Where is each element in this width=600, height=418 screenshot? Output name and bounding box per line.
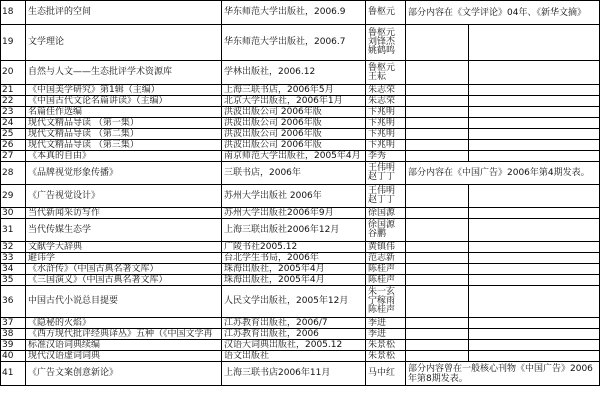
row-number: 31 bbox=[1, 219, 26, 242]
extra-cell bbox=[469, 351, 600, 362]
table-row bbox=[1, 151, 600, 162]
note-cell bbox=[406, 25, 469, 61]
title-cell: 自然与人文——生态批评学术资源库 bbox=[26, 61, 222, 85]
author-cell: 朱志荣 bbox=[366, 85, 406, 96]
author-cell: 鲁枢元 王耘 bbox=[366, 61, 406, 85]
title-cell: 当代新闻采访写作 bbox=[26, 208, 222, 219]
publisher-cell: 洪波出版公司 2006年版 bbox=[222, 140, 366, 151]
note-cell bbox=[406, 329, 469, 340]
extra-cell bbox=[469, 85, 600, 96]
note-cell bbox=[406, 96, 469, 107]
table-row bbox=[1, 162, 600, 185]
row-number: 38 bbox=[1, 329, 26, 340]
table-row bbox=[1, 362, 600, 386]
row-number: 20 bbox=[1, 61, 26, 85]
table-row bbox=[1, 140, 600, 151]
row-number: 37 bbox=[1, 318, 26, 329]
extra-cell bbox=[469, 286, 600, 318]
publisher-cell: 江苏教育出版社，2006/7 bbox=[222, 318, 366, 329]
extra-cell bbox=[469, 140, 600, 151]
table-row bbox=[1, 129, 600, 140]
row-number: 24 bbox=[1, 118, 26, 129]
note-cell bbox=[406, 242, 469, 253]
row-number: 39 bbox=[1, 340, 26, 351]
publisher-cell: 珠海出版社，2005年4月 bbox=[222, 275, 366, 286]
row-number: 19 bbox=[1, 25, 26, 61]
table-row bbox=[1, 264, 600, 275]
title-cell: 《隐秘的火焰》 bbox=[26, 318, 222, 329]
note-cell: 部分内容曾在一般核心刊物《中国广告》2006年第8期发表。 bbox=[406, 362, 600, 386]
author-cell: 朱景松 bbox=[366, 351, 406, 362]
publisher-cell: 上海三联书店2006年11月 bbox=[222, 362, 366, 386]
row-number: 30 bbox=[1, 208, 26, 219]
publisher-cell: 珠海出版社，2005年4月 bbox=[222, 264, 366, 275]
note-cell bbox=[406, 219, 469, 242]
title-cell: 《广告视觉设计》 bbox=[26, 185, 222, 208]
note-cell bbox=[406, 286, 469, 318]
extra-cell bbox=[469, 242, 600, 253]
publisher-cell: 江苏教育出版社，2006 bbox=[222, 329, 366, 340]
extra-cell bbox=[469, 318, 600, 329]
publisher-cell: 苏州大学出版社2006年9月 bbox=[222, 208, 366, 219]
extra-cell bbox=[469, 61, 600, 85]
author-cell: 陈桂声 bbox=[366, 275, 406, 286]
extra-cell bbox=[469, 208, 600, 219]
table-row bbox=[1, 340, 600, 351]
row-number: 41 bbox=[1, 362, 26, 386]
author-cell: 李秀 bbox=[366, 151, 406, 162]
author-cell: 王伟明 赵丁丁 bbox=[366, 162, 406, 185]
note-cell bbox=[406, 118, 469, 129]
note-cell bbox=[406, 151, 469, 162]
title-cell: 《广告文案创意新论》 bbox=[26, 362, 222, 386]
table-row bbox=[1, 219, 600, 242]
row-number: 32 bbox=[1, 242, 26, 253]
title-cell: 名篇佳作选编 bbox=[26, 107, 222, 118]
extra-cell bbox=[469, 329, 600, 340]
author-cell: 卞兆明 bbox=[366, 129, 406, 140]
row-number: 29 bbox=[1, 185, 26, 208]
table-row bbox=[1, 96, 600, 107]
note-cell bbox=[406, 107, 469, 118]
note-cell bbox=[406, 351, 469, 362]
title-cell: 当代传媒生态学 bbox=[26, 219, 222, 242]
publisher-cell: 洪波出版公司 2006年版 bbox=[222, 129, 366, 140]
author-cell: 卞兆明 bbox=[366, 107, 406, 118]
row-number: 21 bbox=[1, 85, 26, 96]
table-row bbox=[1, 208, 600, 219]
extra-cell bbox=[469, 129, 600, 140]
publisher-cell: 语文出版社 bbox=[222, 351, 366, 362]
table-row bbox=[1, 318, 600, 329]
table-row bbox=[1, 253, 600, 264]
title-cell: 《中国古代文论名篇讲读》（主编） bbox=[26, 96, 222, 107]
title-cell: 现代汉语虚词词典 bbox=[26, 351, 222, 362]
extra-cell bbox=[469, 96, 600, 107]
note-cell: 部分内容在《文学评论》04年、《新华文摘》 bbox=[406, 1, 600, 25]
row-number: 18 bbox=[1, 1, 26, 25]
author-cell: 鲁枢元 bbox=[366, 1, 406, 25]
note-cell bbox=[406, 275, 469, 286]
row-number: 22 bbox=[1, 96, 26, 107]
table-row bbox=[1, 25, 600, 61]
title-cell: 现代文精品导读 （第二集） bbox=[26, 129, 222, 140]
table-row bbox=[1, 185, 600, 208]
publisher-cell: 汉语大词典出版社，2005.12 bbox=[222, 340, 366, 351]
extra-cell bbox=[469, 185, 600, 208]
extra-cell bbox=[469, 219, 600, 242]
title-cell: 避讳学 bbox=[26, 253, 222, 264]
note-cell bbox=[406, 208, 469, 219]
row-number: 28 bbox=[1, 162, 26, 185]
table-row bbox=[1, 351, 600, 362]
extra-cell bbox=[469, 253, 600, 264]
title-cell: 《本真的自由》 bbox=[26, 151, 222, 162]
publisher-cell: 北京大学出版社，2006年1月 bbox=[222, 96, 366, 107]
table-row bbox=[1, 242, 600, 253]
note-cell bbox=[406, 61, 469, 85]
publisher-cell: 洪波出版公司 2006年版 bbox=[222, 118, 366, 129]
row-number: 35 bbox=[1, 275, 26, 286]
row-number: 27 bbox=[1, 151, 26, 162]
publisher-cell: 南京师范大学出版社，2005年4月 bbox=[222, 151, 366, 162]
publisher-cell: 人民文学出版社，2005年12月 bbox=[222, 286, 366, 318]
author-cell: 季进 bbox=[366, 318, 406, 329]
title-cell: 现代文精品导读 （第一集） bbox=[26, 118, 222, 129]
publisher-cell: 洪波出版公司 2006年版 bbox=[222, 107, 366, 118]
author-cell: 徐国源 谷鹏 bbox=[366, 219, 406, 242]
publisher-cell: 华东师范大学出版社，2006.9 bbox=[222, 1, 366, 25]
publisher-cell: 华东师范大学出版社，2006.7 bbox=[222, 25, 366, 61]
publisher-cell: 台北学生书局，2006年 bbox=[222, 253, 366, 264]
author-cell: 朱志荣 bbox=[366, 96, 406, 107]
title-cell: 《西方现代批评经典译丛》五种（《中国文学再 bbox=[26, 329, 222, 340]
note-cell bbox=[406, 129, 469, 140]
author-cell: 马中红 bbox=[366, 362, 406, 386]
title-cell: 文学理论 bbox=[26, 25, 222, 61]
publisher-cell: 三联书店，2006年 bbox=[222, 162, 366, 185]
extra-cell bbox=[469, 264, 600, 275]
note-cell: 部分内容在《中国广告》2006年第4期发表。 bbox=[406, 162, 600, 185]
title-cell: 标准汉语词典续编 bbox=[26, 340, 222, 351]
author-cell: 卞兆明 bbox=[366, 140, 406, 151]
note-cell bbox=[406, 185, 469, 208]
title-cell: 《三国演义》（中国古典名著文库） bbox=[26, 275, 222, 286]
author-cell: 王伟明 赵丁丁 bbox=[366, 185, 406, 208]
title-cell: 生态批评的空间 bbox=[26, 1, 222, 25]
table-row bbox=[1, 61, 600, 85]
extra-cell bbox=[469, 25, 600, 61]
note-cell bbox=[406, 340, 469, 351]
row-number: 36 bbox=[1, 286, 26, 318]
title-cell: 《水浒传》（中国古典名著文库） bbox=[26, 264, 222, 275]
row-number: 25 bbox=[1, 129, 26, 140]
publisher-cell: 学林出版社，2006.12 bbox=[222, 61, 366, 85]
title-cell: 现代文精品导读 （第三集） bbox=[26, 140, 222, 151]
publisher-cell: 广陵书社2005.12 bbox=[222, 242, 366, 253]
table-row bbox=[1, 107, 600, 118]
row-number: 33 bbox=[1, 253, 26, 264]
note-cell bbox=[406, 85, 469, 96]
publisher-cell: 上海三联出版社2006年12月 bbox=[222, 219, 366, 242]
author-cell: 朱一玄 宁稼雨 陈桂声 bbox=[366, 286, 406, 318]
row-number: 40 bbox=[1, 351, 26, 362]
author-cell: 陈桂声 bbox=[366, 264, 406, 275]
table-row bbox=[1, 1, 600, 25]
table-row bbox=[1, 275, 600, 286]
author-cell: 季进 bbox=[366, 329, 406, 340]
table-row bbox=[1, 286, 600, 318]
publisher-cell: 上海三联书店，2006年5月 bbox=[222, 85, 366, 96]
title-cell: 文献学大辞典 bbox=[26, 242, 222, 253]
author-cell: 范志新 bbox=[366, 253, 406, 264]
note-cell bbox=[406, 140, 469, 151]
extra-cell bbox=[469, 107, 600, 118]
title-cell: 《品牌视觉形象传播》 bbox=[26, 162, 222, 185]
extra-cell bbox=[469, 275, 600, 286]
note-cell bbox=[406, 318, 469, 329]
extra-cell bbox=[469, 118, 600, 129]
table-row bbox=[1, 118, 600, 129]
row-number: 23 bbox=[1, 107, 26, 118]
extra-cell bbox=[469, 151, 600, 162]
author-cell: 鲁枢元 刘锋杰 姚鹤鸣 bbox=[366, 25, 406, 61]
row-number: 34 bbox=[1, 264, 26, 275]
extra-cell bbox=[469, 340, 600, 351]
note-cell bbox=[406, 264, 469, 275]
author-cell: 徐国源 bbox=[366, 208, 406, 219]
note-cell bbox=[406, 253, 469, 264]
title-cell: 中国古代小说总目提要 bbox=[26, 286, 222, 318]
author-cell: 卞兆明 bbox=[366, 118, 406, 129]
table-row bbox=[1, 85, 600, 96]
author-cell: 黄镇伟 bbox=[366, 242, 406, 253]
table-row bbox=[1, 329, 600, 340]
row-number: 26 bbox=[1, 140, 26, 151]
publisher-cell: 苏州大学出版社 2006年 bbox=[222, 185, 366, 208]
title-cell: 《中国美学研究》第1辑（主编） bbox=[26, 85, 222, 96]
author-cell: 朱景松 bbox=[366, 340, 406, 351]
